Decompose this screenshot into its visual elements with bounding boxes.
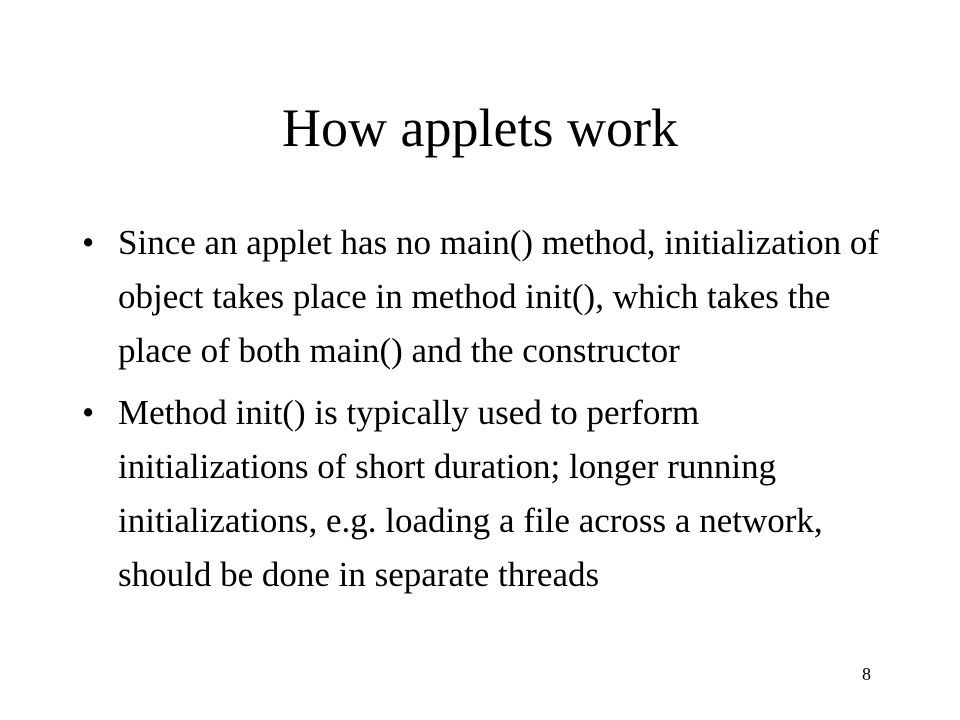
bullet-item <box>80 386 880 602</box>
bullet-text: Since an applet has no main() method, initialization of object takes place in method init(), which takes the place of both main() and the constructor <box>118 223 880 370</box>
slide-number: 8 <box>862 664 871 684</box>
bullet-list <box>80 216 880 610</box>
bullet-marker: • <box>82 223 95 262</box>
slide-title: How applets work <box>282 98 678 158</box>
bullet-item <box>80 216 880 378</box>
bullet-marker: • <box>82 393 95 432</box>
bullet-text: Method init() is typically used to perform initializations of short duration; longer running initializations, e.g. loading a file across a network, should be done in separate threads <box>118 393 823 594</box>
